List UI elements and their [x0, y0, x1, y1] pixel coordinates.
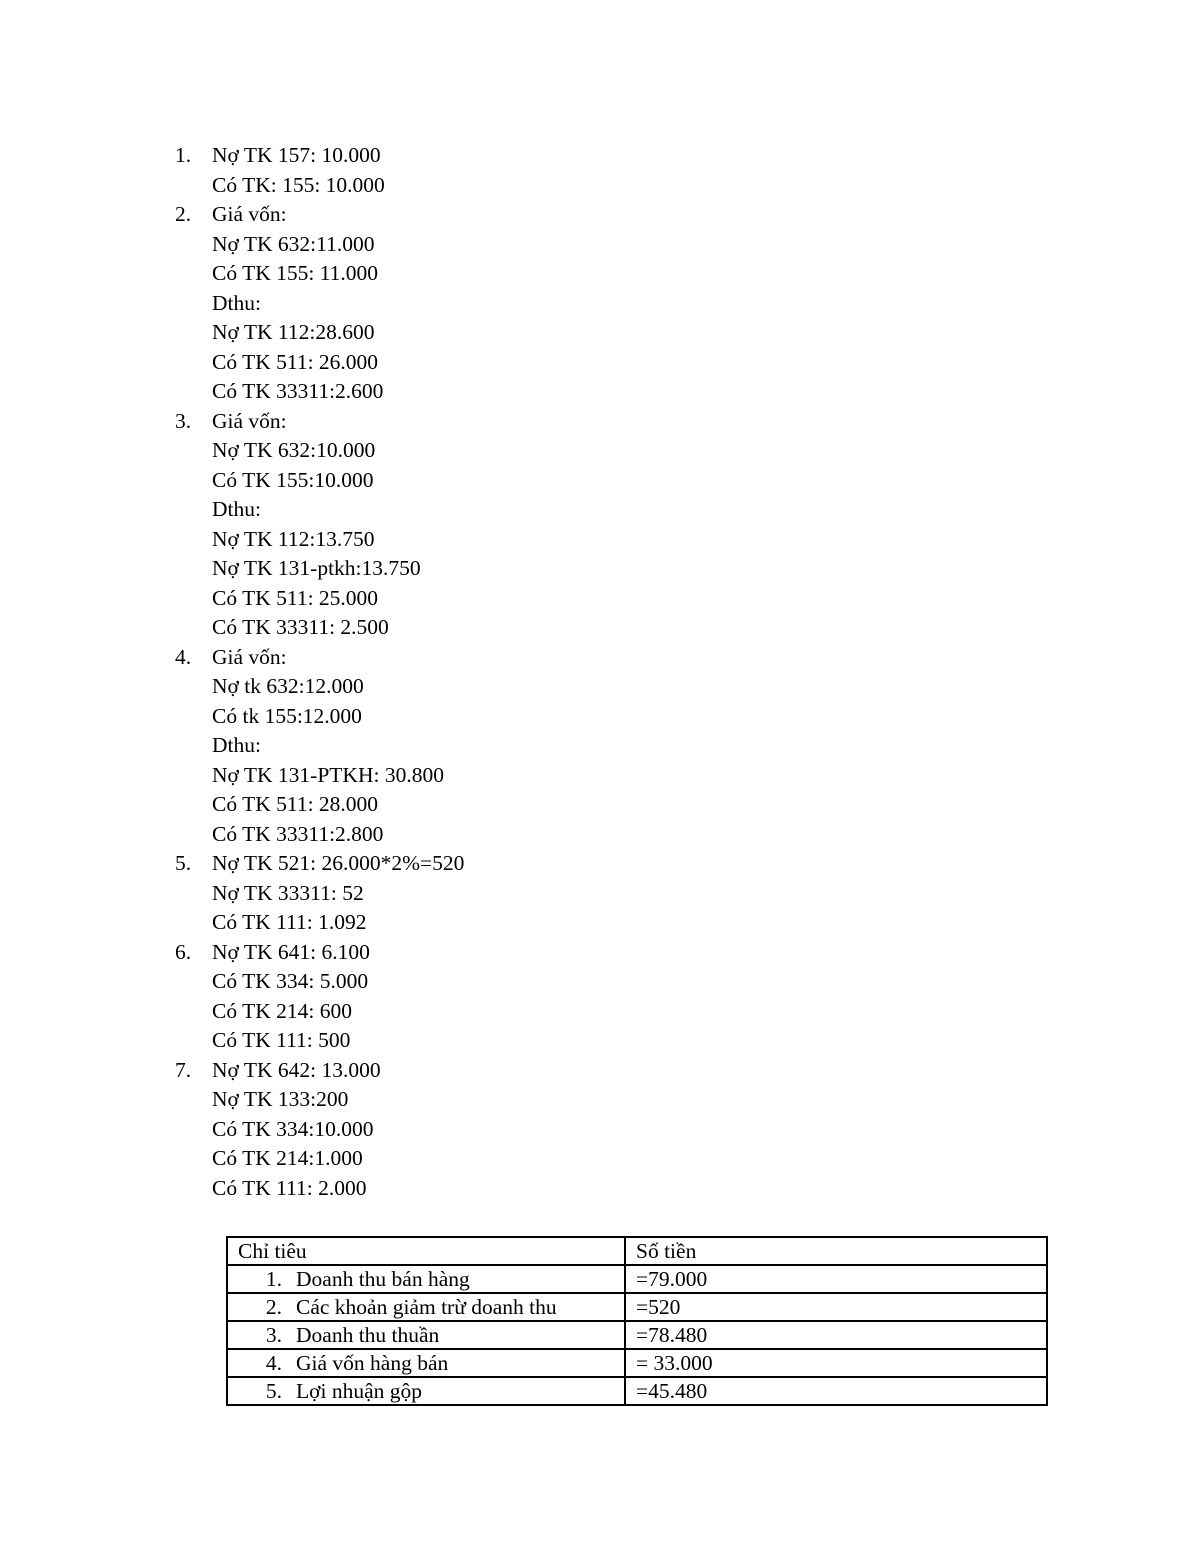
entry-line: Nợ TK 112:28.600 [212, 320, 375, 344]
journal-entries-list [173, 141, 464, 1203]
entry-line: Có TK 214:1.000 [212, 1146, 363, 1170]
entry-line: Dthu: [212, 290, 261, 315]
entry-number: 7. [175, 1057, 192, 1082]
row-number: 5. [265, 1379, 282, 1403]
indicator-label: Giá vốn hàng bán [296, 1351, 449, 1375]
entry-line: Nợ TK 632:10.000 [212, 438, 376, 462]
entry-3 [173, 407, 464, 643]
entry-line: Giá vốn: [212, 202, 287, 226]
header-cell-amount: Số tiền [625, 1237, 1047, 1265]
entry-2 [173, 200, 464, 407]
amount-cell: =520 [625, 1293, 1047, 1321]
entry-5 [173, 849, 464, 938]
entry-line: Có TK 111: 2.000 [212, 1175, 367, 1200]
entry-line: Giá vốn: [212, 408, 287, 433]
table-row [227, 1349, 1047, 1377]
table-row [227, 1265, 1047, 1293]
entry-number: 1. [175, 143, 192, 167]
entry-number: 5. [175, 851, 192, 875]
table-header-row [227, 1237, 1047, 1265]
indicator-cell [227, 1349, 625, 1377]
entry-line: Nợ TK 131-ptkh:13.750 [212, 556, 421, 580]
entry-line: Có TK 511: 26.000 [212, 349, 379, 374]
entry-line: Có TK 155:10.000 [212, 467, 374, 492]
indicator-cell [227, 1377, 625, 1405]
table-row [227, 1377, 1047, 1405]
entry-line: Có TK 33311:2.600 [212, 379, 384, 403]
entry-line: Nợ tk 632:12.000 [212, 674, 364, 698]
entry-line: Có TK 214: 600 [212, 998, 352, 1023]
amount-cell: =79.000 [625, 1265, 1047, 1293]
indicator-label: Doanh thu thuần [296, 1323, 440, 1347]
entry-1 [173, 141, 464, 200]
entry-line: Dthu: [212, 497, 261, 521]
entry-line: Nợ TK 131-PTKH: 30.800 [212, 762, 444, 787]
entry-4 [173, 643, 464, 850]
indicator-label: Các khoản giảm trừ doanh thu [296, 1295, 557, 1319]
entry-line: Nợ TK 641: 6.100 [212, 939, 370, 964]
entry-line: Nợ TK 157: 10.000 [212, 143, 381, 167]
table-row [227, 1321, 1047, 1349]
indicator-cell [227, 1293, 625, 1321]
entry-line: Có TK 511: 25.000 [212, 585, 379, 610]
amount-cell: =78.480 [625, 1321, 1047, 1349]
header-cell-indicator: Chỉ tiêu [227, 1237, 625, 1265]
entry-number: 3. [175, 408, 192, 433]
entry-number: 6. [175, 939, 192, 964]
summary-table [226, 1236, 1048, 1406]
entry-line: Có TK 111: 500 [212, 1028, 351, 1052]
entry-line: Nợ TK 133:200 [212, 1087, 349, 1111]
entry-line: Có tk 155:12.000 [212, 703, 362, 728]
row-number: 1. [265, 1267, 282, 1291]
entry-line: Có TK 155: 11.000 [212, 261, 379, 285]
entry-line: Có TK: 155: 10.000 [212, 172, 385, 197]
entry-line: Có TK 334: 5.000 [212, 969, 369, 993]
row-number: 2. [265, 1295, 282, 1319]
entry-line: Có TK 111: 1.092 [212, 910, 367, 934]
amount-cell: =45.480 [625, 1377, 1047, 1405]
indicator-cell [227, 1265, 625, 1293]
entry-line: Có TK 33311: 2.500 [212, 615, 389, 639]
row-number: 4. [265, 1351, 282, 1375]
entry-line: Nợ TK 112:13.750 [212, 526, 375, 551]
amount-cell: = 33.000 [625, 1349, 1047, 1377]
entry-line: Nợ TK 642: 13.000 [212, 1057, 381, 1082]
entry-line: Nợ TK 632:11.000 [212, 231, 375, 256]
entry-line: Giá vốn: [212, 644, 287, 669]
entry-line: Nợ TK 521: 26.000*2%=520 [212, 851, 465, 875]
indicator-cell [227, 1321, 625, 1349]
entry-line: Có TK 33311:2.800 [212, 821, 384, 846]
table-row [227, 1293, 1047, 1321]
entry-number: 4. [175, 644, 192, 669]
entry-number: 2. [175, 202, 192, 226]
indicator-label: Lợi nhuận gộp [296, 1379, 423, 1403]
entry-line: Có TK 334:10.000 [212, 1116, 374, 1141]
entry-line: Dthu: [212, 733, 261, 757]
indicator-label: Doanh thu bán hàng [296, 1267, 470, 1291]
entry-7 [173, 1056, 464, 1204]
entry-line: Có TK 511: 28.000 [212, 792, 379, 816]
row-number: 3. [265, 1323, 282, 1347]
entry-6 [173, 938, 464, 1056]
entry-line: Nợ TK 33311: 52 [212, 880, 364, 905]
